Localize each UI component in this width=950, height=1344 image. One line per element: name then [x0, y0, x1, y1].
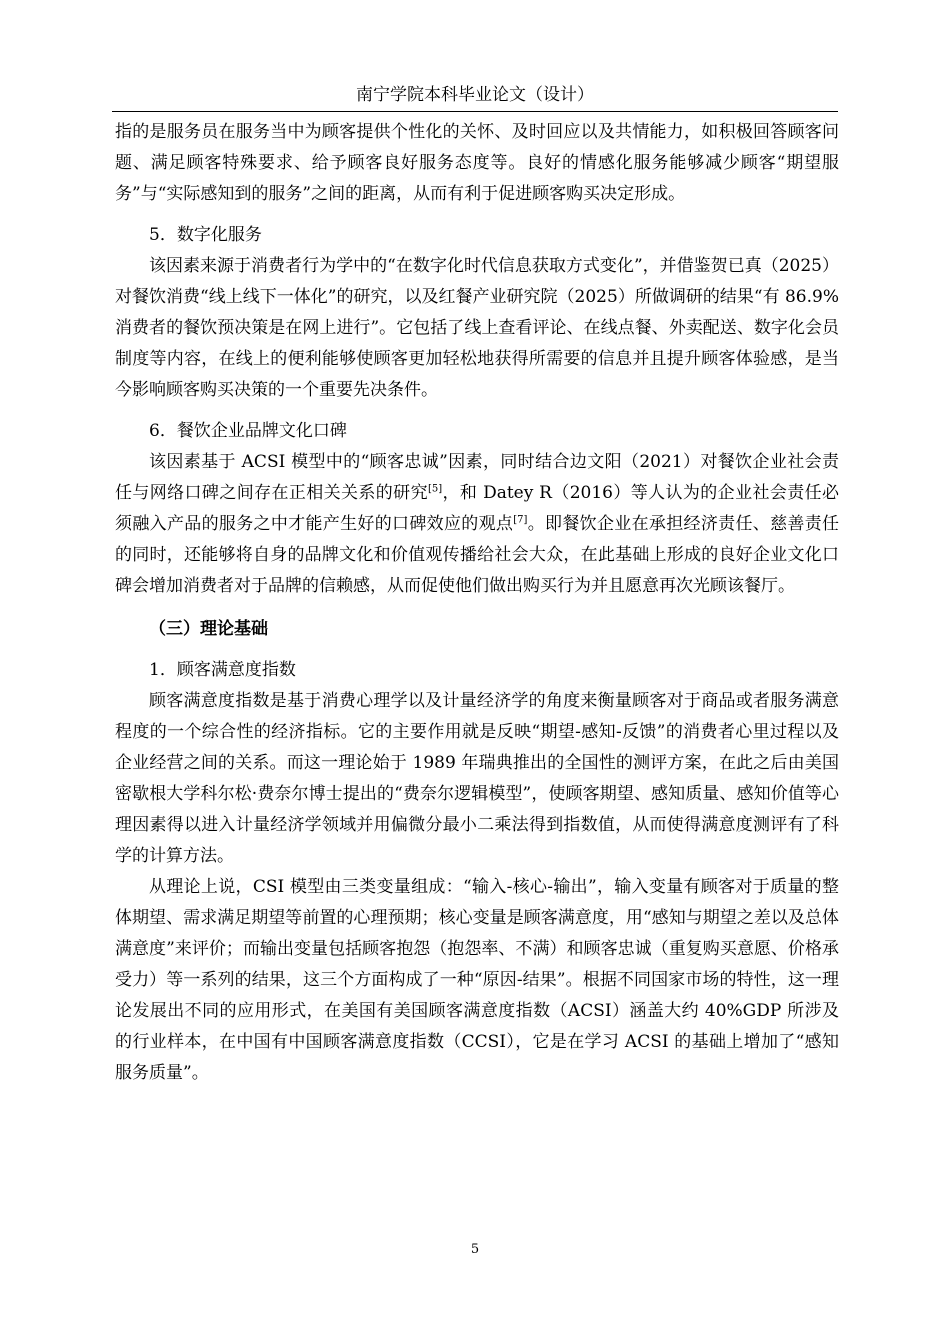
page-number: 5 — [470, 1242, 480, 1257]
citation-ref-7: [7] — [513, 514, 528, 526]
body-text — [115, 117, 839, 1089]
paragraph-brand-part3: 。即餐饮企业在承担经济责任、慈善责任的同时，还能够将自身的品牌文化和价值观传播给社会大众，在此基础上形成的良好企业文化口碑会增加消费者对于品牌的信赖感，从而促使他们做出购买行为并且愿意再次光顾该餐厅。 — [115, 514, 840, 596]
paragraph-emotional-service: 指的是服务员在服务当中为顾客提供个性化的关怀、及时回应以及共情能力，如积极回答顾客问题、满足顾客特殊要求、给予顾客良好服务态度等。良好的情感化服务能够减少顾客“期望服务”与“实际感知到的服务”之间的距离，从而有利于促进顾客购买决定形成。 — [115, 122, 839, 204]
section-heading-theory: （三）理论基础 — [149, 619, 268, 639]
paragraph-csi-definition: 顾客满意度指数是基于消费心理学以及计量经济学的角度来衡量顾客对于商品或者服务满意程度的一个综合性的经济指标。它的主要作用就是反映“期望-感知-反馈”的消费者心里过程以及企业经营之间的关系。而这一理论始于 1989 年瑞典推出的全国性的测评方案，在此之后由美国密歇根大学科尔松·费奈尔博士提出的“费奈尔逻辑模型”，使顾客期望、感知质量、感知价值等心理因素得以进入计量经济学领域并用偏微分最小二乘法得到指数值，从而使得满意度测评有了科学的计算方法。 — [115, 691, 839, 866]
paragraph-brand-part1: 该因素基于 ACSI 模型中的“顾客忠诚”因素，同时结合边文阳（2021）对餐饮企业社会责任与网络口碑之间存在正相关关系的研究 — [115, 452, 839, 503]
paragraph-csi-model: 从理论上说，CSI 模型由三类变量组成：“输入-核心-输出”，输入变量有顾客对于质量的整体期望、需求满足期望等前置的心理预期；核心变量是顾客满意度，用“感知与期望之差以及总体满意度”来评价；而输出变量包括顾客抱怨（抱怨率、不满）和顾客忠诚（重复购买意愿、价格承受力）等一系列的结果，这三个方面构成了一种“原因-结果”。根据不同国家市场的特性，这一理论发展出不同的应用形式，在美国有美国顾客满意度指数（ACSI）涵盖大约 40%GDP 所涉及的行业样本，在中国有中国顾客满意度指数（CCSI），它是在学习 ACSI 的基础上增加了“感知服务质量”。 — [115, 877, 839, 1083]
paragraph-brand-part2: ，和 Datey R（2016）等人认为的企业社会责任必须融入产品的服务之中才能产生好的口碑效应的观点 — [115, 483, 840, 534]
heading-csi: 1．顾客满意度指数 — [149, 660, 296, 680]
citation-ref-5: [5] — [427, 483, 443, 495]
heading-brand-reputation: 6．餐饮企业品牌文化口碑 — [149, 421, 347, 441]
header-rule — [112, 111, 838, 112]
heading-digital-service: 5．数字化服务 — [149, 225, 262, 245]
paragraph-brand-reputation — [115, 447, 839, 602]
page-header: 南宁学院本科毕业论文（设计） — [356, 85, 594, 105]
paragraph-digital-service: 该因素来源于消费者行为学中的“在数字化时代信息获取方式变化”，并借鉴贺已真（2025）对餐饮消费“线上线下一体化”的研究，以及红餐产业研究院（2025）所做调研的结果“有 86.9%消费者的餐饮预决策是在网上进行”。它包括了线上查看评论、在线点餐、外卖配送、数字化会员制度等内容，在线上的便利能够使顾客更加轻松地获得所需要的信息并且提升顾客体验感，是当今影响顾客购买决策的一个重要先决条件。 — [115, 256, 839, 400]
